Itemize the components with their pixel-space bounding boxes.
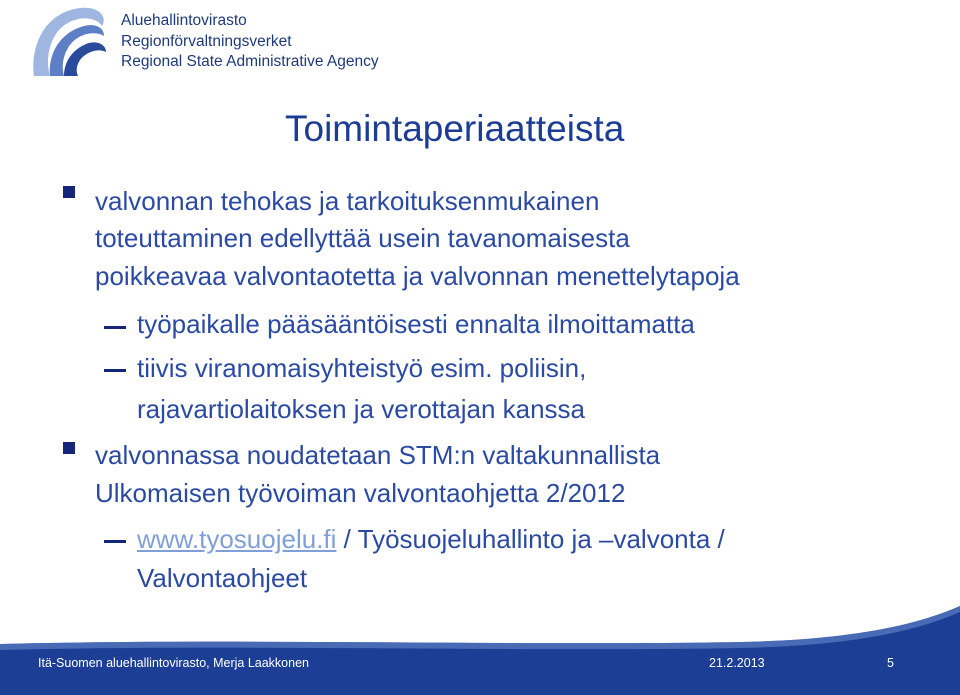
bullet1-line2: toteuttaminen edellyttää usein tavanomaisesta xyxy=(95,223,630,253)
footer-presenter: Itä-Suomen aluehallintovirasto, Merja Laakkonen xyxy=(38,656,309,670)
org-name-sv: Regionförvaltningsverket xyxy=(121,32,292,50)
footer-page-number: 5 xyxy=(887,656,894,670)
footer-wave xyxy=(0,606,960,695)
bullet1-sub2-line1: tiivis viranomaisyhteistyö esim. poliisin, xyxy=(137,353,587,383)
bullet2-sub1-line2: Valvontaohjeet xyxy=(137,563,308,593)
dash-icon xyxy=(104,326,126,329)
bullet1-sub1: työpaikalle pääsääntöisesti ennalta ilmoittamatta xyxy=(137,309,695,339)
dash-icon xyxy=(104,369,126,372)
avi-logo xyxy=(28,4,112,80)
bullet1-line1: valvonnan tehokas ja tarkoituksenmukainen xyxy=(95,186,600,216)
bullet-square-icon xyxy=(63,442,75,454)
footer-band xyxy=(0,606,960,695)
avi-swirl-logo-icon xyxy=(28,4,112,80)
slide-title: Toimintaperiaatteista xyxy=(285,108,625,149)
tyosuojelu-link[interactable]: www.tyosuojelu.fi xyxy=(137,524,337,554)
bullet2-line2: Ulkomaisen työvoiman valvontaohjetta 2/2012 xyxy=(95,478,626,508)
org-name-en: Regional State Administrative Agency xyxy=(121,53,379,70)
bullet-square-icon xyxy=(63,186,75,198)
bullet1-line3: poikkeavaa valvontaotetta ja valvonnan menettelytapoja xyxy=(95,261,740,291)
footer-date: 21.2.2013 xyxy=(709,656,765,670)
org-name xyxy=(121,11,379,73)
bullet2-sub1-rest: / Työsuojeluhallinto ja –valvonta / xyxy=(336,524,725,554)
org-name-fi: Aluehallintovirasto xyxy=(121,12,247,29)
bullet2-line1: valvonnassa noudatetaan STM:n valtakunnallista xyxy=(95,440,661,470)
dash-icon xyxy=(104,540,126,543)
bullet2-sub1 xyxy=(137,520,725,558)
bullet1-sub2-line2: rajavartiolaitoksen ja verottajan kanssa xyxy=(137,394,586,424)
